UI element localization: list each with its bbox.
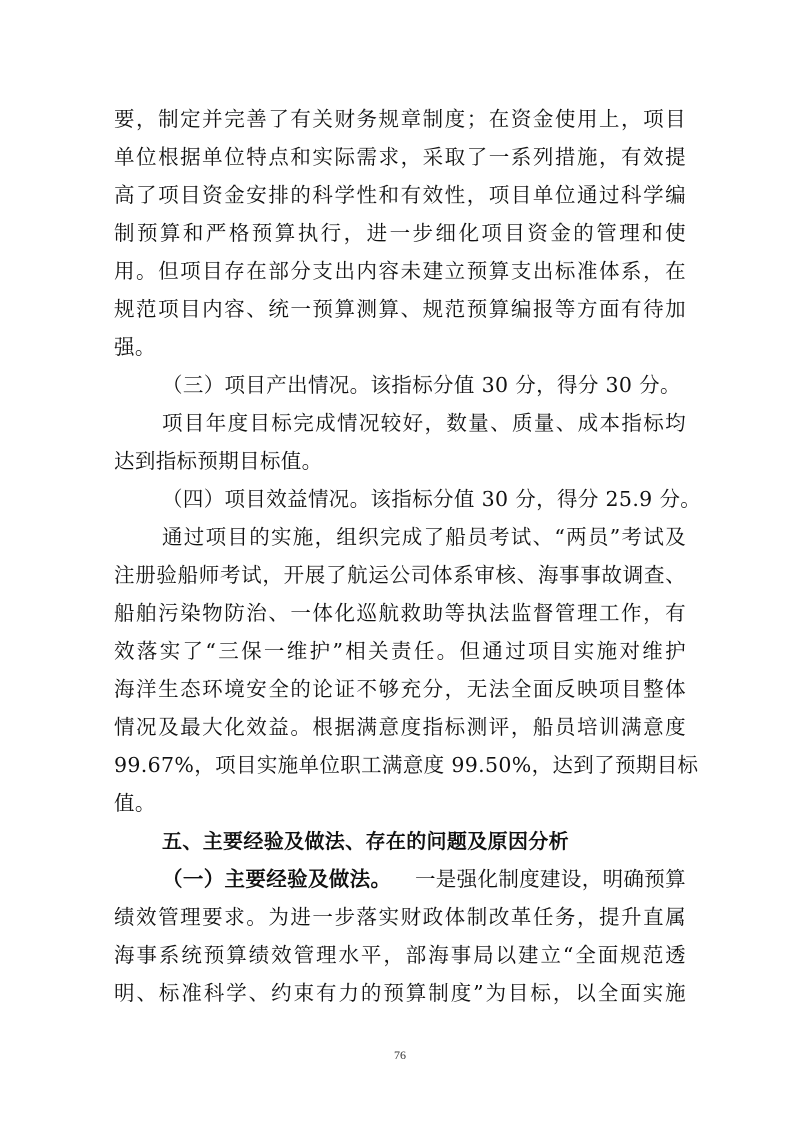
paragraph-line: 强。 (114, 335, 156, 359)
paragraph-line: 绩效管理要求。为进一步落实财政体制改革任务，提升直属 (114, 905, 686, 929)
paragraph-line: 明、标准科学、约束有力的预算制度”为目标，以全面实施 (114, 981, 686, 1005)
paragraph-line: 情况及最大化效益。根据满意度指标测评，船员培训满意度 (114, 715, 686, 739)
paragraph-line: 单位根据单位特点和实际需求，采取了一系列措施，有效提 (114, 145, 686, 169)
paragraph-line: 船舶污染物防治、一体化巡航救助等执法监督管理工作，有 (114, 601, 686, 625)
paragraph-line: 要，制定并完善了有关财务规章制度；在资金使用上，项目 (114, 107, 686, 131)
paragraph-line: 注册验船师考试，开展了航运公司体系审核、海事事故调查、 (114, 563, 686, 587)
paragraph-line: 通过项目的实施，组织完成了船员考试、“两员”考试及 (162, 525, 686, 549)
paragraph-line: 用。但项目存在部分支出内容未建立预算支出标准体系，在 (114, 259, 686, 283)
subsection-heading-experience: （一）主要经验及做法。 (162, 867, 392, 891)
paragraph-line (162, 864, 686, 894)
page-number: 76 (394, 1048, 406, 1062)
paragraph-line: 99.67%，项目实施单位职工满意度 99.50%，达到了预期目标 (114, 753, 699, 777)
section-heading-benefit: （四）项目效益情况。该指标分值 30 分，得分 25.9 分。 (162, 487, 702, 511)
section-heading-output: （三）项目产出情况。该指标分值 30 分，得分 30 分。 (162, 373, 681, 397)
paragraph-line: 效落实了“三保一维护”相关责任。但通过项目实施对维护 (114, 639, 686, 663)
paragraph-line-text: 一是强化制度建设，明确预算 (414, 867, 686, 891)
paragraph-line: 海洋生态环境安全的论证不够充分，无法全面反映项目整体 (114, 677, 686, 701)
paragraph-line: 海事系统预算绩效管理水平，部海事局以建立“全面规范透 (114, 943, 686, 967)
paragraph-line: 高了项目资金安排的科学性和有效性，项目单位通过科学编 (114, 183, 686, 207)
paragraph-line: 规范项目内容、统一预算测算、规范预算编报等方面有待加 (114, 297, 686, 321)
paragraph-line: 达到指标预期目标值。 (114, 449, 323, 473)
paragraph-line: 值。 (114, 791, 156, 815)
chapter-heading: 五、主要经验及做法、存在的问题及原因分析 (162, 829, 569, 853)
paragraph-line: 项目年度目标完成情况较好，数量、质量、成本指标均 (162, 411, 686, 435)
paragraph-line: 制预算和严格预算执行，进一步细化项目资金的管理和使 (114, 221, 686, 245)
